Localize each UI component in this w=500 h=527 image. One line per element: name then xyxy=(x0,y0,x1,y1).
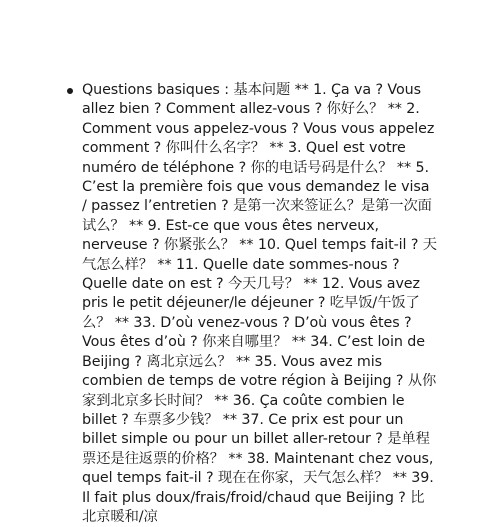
bullet-list xyxy=(82,81,438,527)
bullet-icon xyxy=(67,88,73,94)
list-item xyxy=(82,81,438,527)
list-item-text: Questions basiques : 基本问题 ** 1. Ça va ? Vous allez bien ? Comment allez-vous ? 你好么？ ** 2. Comment vous appelez-vous ? Vous vous appelez comment ? 你叫什么名字？ ** 3. Quel est votre numéro de téléphone ? 你的电话号码是什么？ ** 5. C’est la première fois que vous demandez le visa / passez l’entretien ? 是第一次来签证么？是第一次面试么？ ** 9. Est-ce que vous êtes nerveux, nerveuse ? 你紧张么？ ** 10. Quel temps fait-il ? 天气怎么样？ ** 11. Quelle date sommes-nous ? Quelle date on est ? 今天几号？ ** 12. Vous avez pris le petit déjeuner/le déjeuner ? 吃早饭/午饭了么？ ** 33. D’où venez-vous ? D’où vous êtes ? Vous êtes d’où ? 你来自哪里？ ** 34. C’est loin de Beijing ? 离北京远么？ ** 35. Vous avez mis combien de temps de votre région à Beijing ? 从你家到北京多长时间？ ** 36. Ça coûte combien le billet ? 车票多少钱？ ** 37. Ce prix est pour un billet simple ou pour un billet aller-retour ? 是单程票还是往返票的价格？ ** 38. Maintenant chez vous, quel temps fait-il ? 现在在你家，天气怎么样？ ** 39. Il fait plus doux/frais/froid/chaud que Beijing ? 比北京暖和/凉 xyxy=(82,82,437,525)
